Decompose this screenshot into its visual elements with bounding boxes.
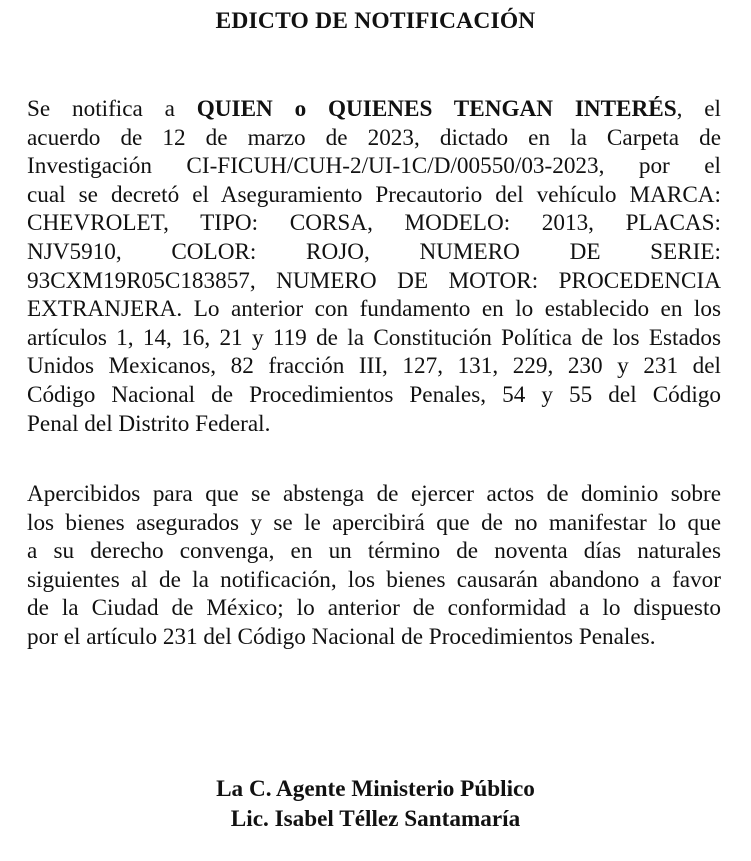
paragraph-line: Código Nacional de Procedimientos Penales, 54 y 55 del Código	[27, 381, 721, 408]
paragraph-line: a su derecho convenga, en un término de noventa días naturales	[27, 538, 721, 565]
paragraph-line: CHEVROLET, TIPO: CORSA, MODELO: 2013, PLACAS:	[27, 210, 721, 237]
paragraph-line: artículos 1, 14, 16, 21 y 119 de la Constitución Política de los Estados	[27, 324, 721, 351]
document-title: EDICTO DE NOTIFICACIÓN	[215, 8, 536, 34]
paragraph-line: de la Ciudad de México; lo anterior de conformidad a lo dispuesto	[27, 595, 721, 622]
paragraph-line: EXTRANJERA. Lo anterior con fundamento en lo establecido en los	[27, 296, 721, 323]
notification-paragraph	[27, 95, 721, 438]
paragraph-line: Investigación CI-FICUH/CUH-2/UI-1C/D/00550/03-2023, por el	[27, 153, 721, 180]
warning-paragraph	[27, 480, 721, 652]
paragraph-line: NJV5910, COLOR: ROJO, NUMERO DE SERIE:	[27, 238, 721, 265]
paragraph-text: Se notifica a	[27, 96, 197, 122]
interested-parties-emphasis: QUIEN o QUIENES TENGAN INTERÉS	[196, 96, 677, 122]
paragraph-line: cual se decretó el Aseguramiento Precautorio del vehículo MARCA:	[27, 181, 721, 208]
paragraph-line: Apercibidos para que se abstenga de ejercer actos de dominio sobre	[27, 481, 721, 507]
paragraph-line: Penal del Distrito Federal.	[27, 410, 271, 437]
paragraph-line: por el artículo 231 del Código Nacional de Procedimientos Penales.	[27, 623, 656, 650]
paragraph-line	[27, 95, 721, 124]
paragraph-line: 93CXM19R05C183857, NUMERO DE MOTOR: PROCEDENCIA	[27, 267, 721, 294]
signature-role: La C. Agente Ministerio Público	[216, 776, 535, 802]
paragraph-line: siguientes al de la notificación, los bienes causarán abandono a favor	[27, 566, 721, 593]
paragraph-line: acuerdo de 12 de marzo de 2023, dictado en la Carpeta de	[27, 124, 721, 151]
paragraph-text: , el	[676, 96, 721, 122]
paragraph-line: los bienes asegurados y se le apercibirá que de no manifestar lo que	[27, 509, 721, 536]
paragraph-line: Unidos Mexicanos, 82 fracción III, 127, 131, 229, 230 y 231 del	[27, 353, 721, 380]
signature-name: Lic. Isabel Téllez Santamaría	[230, 806, 521, 832]
